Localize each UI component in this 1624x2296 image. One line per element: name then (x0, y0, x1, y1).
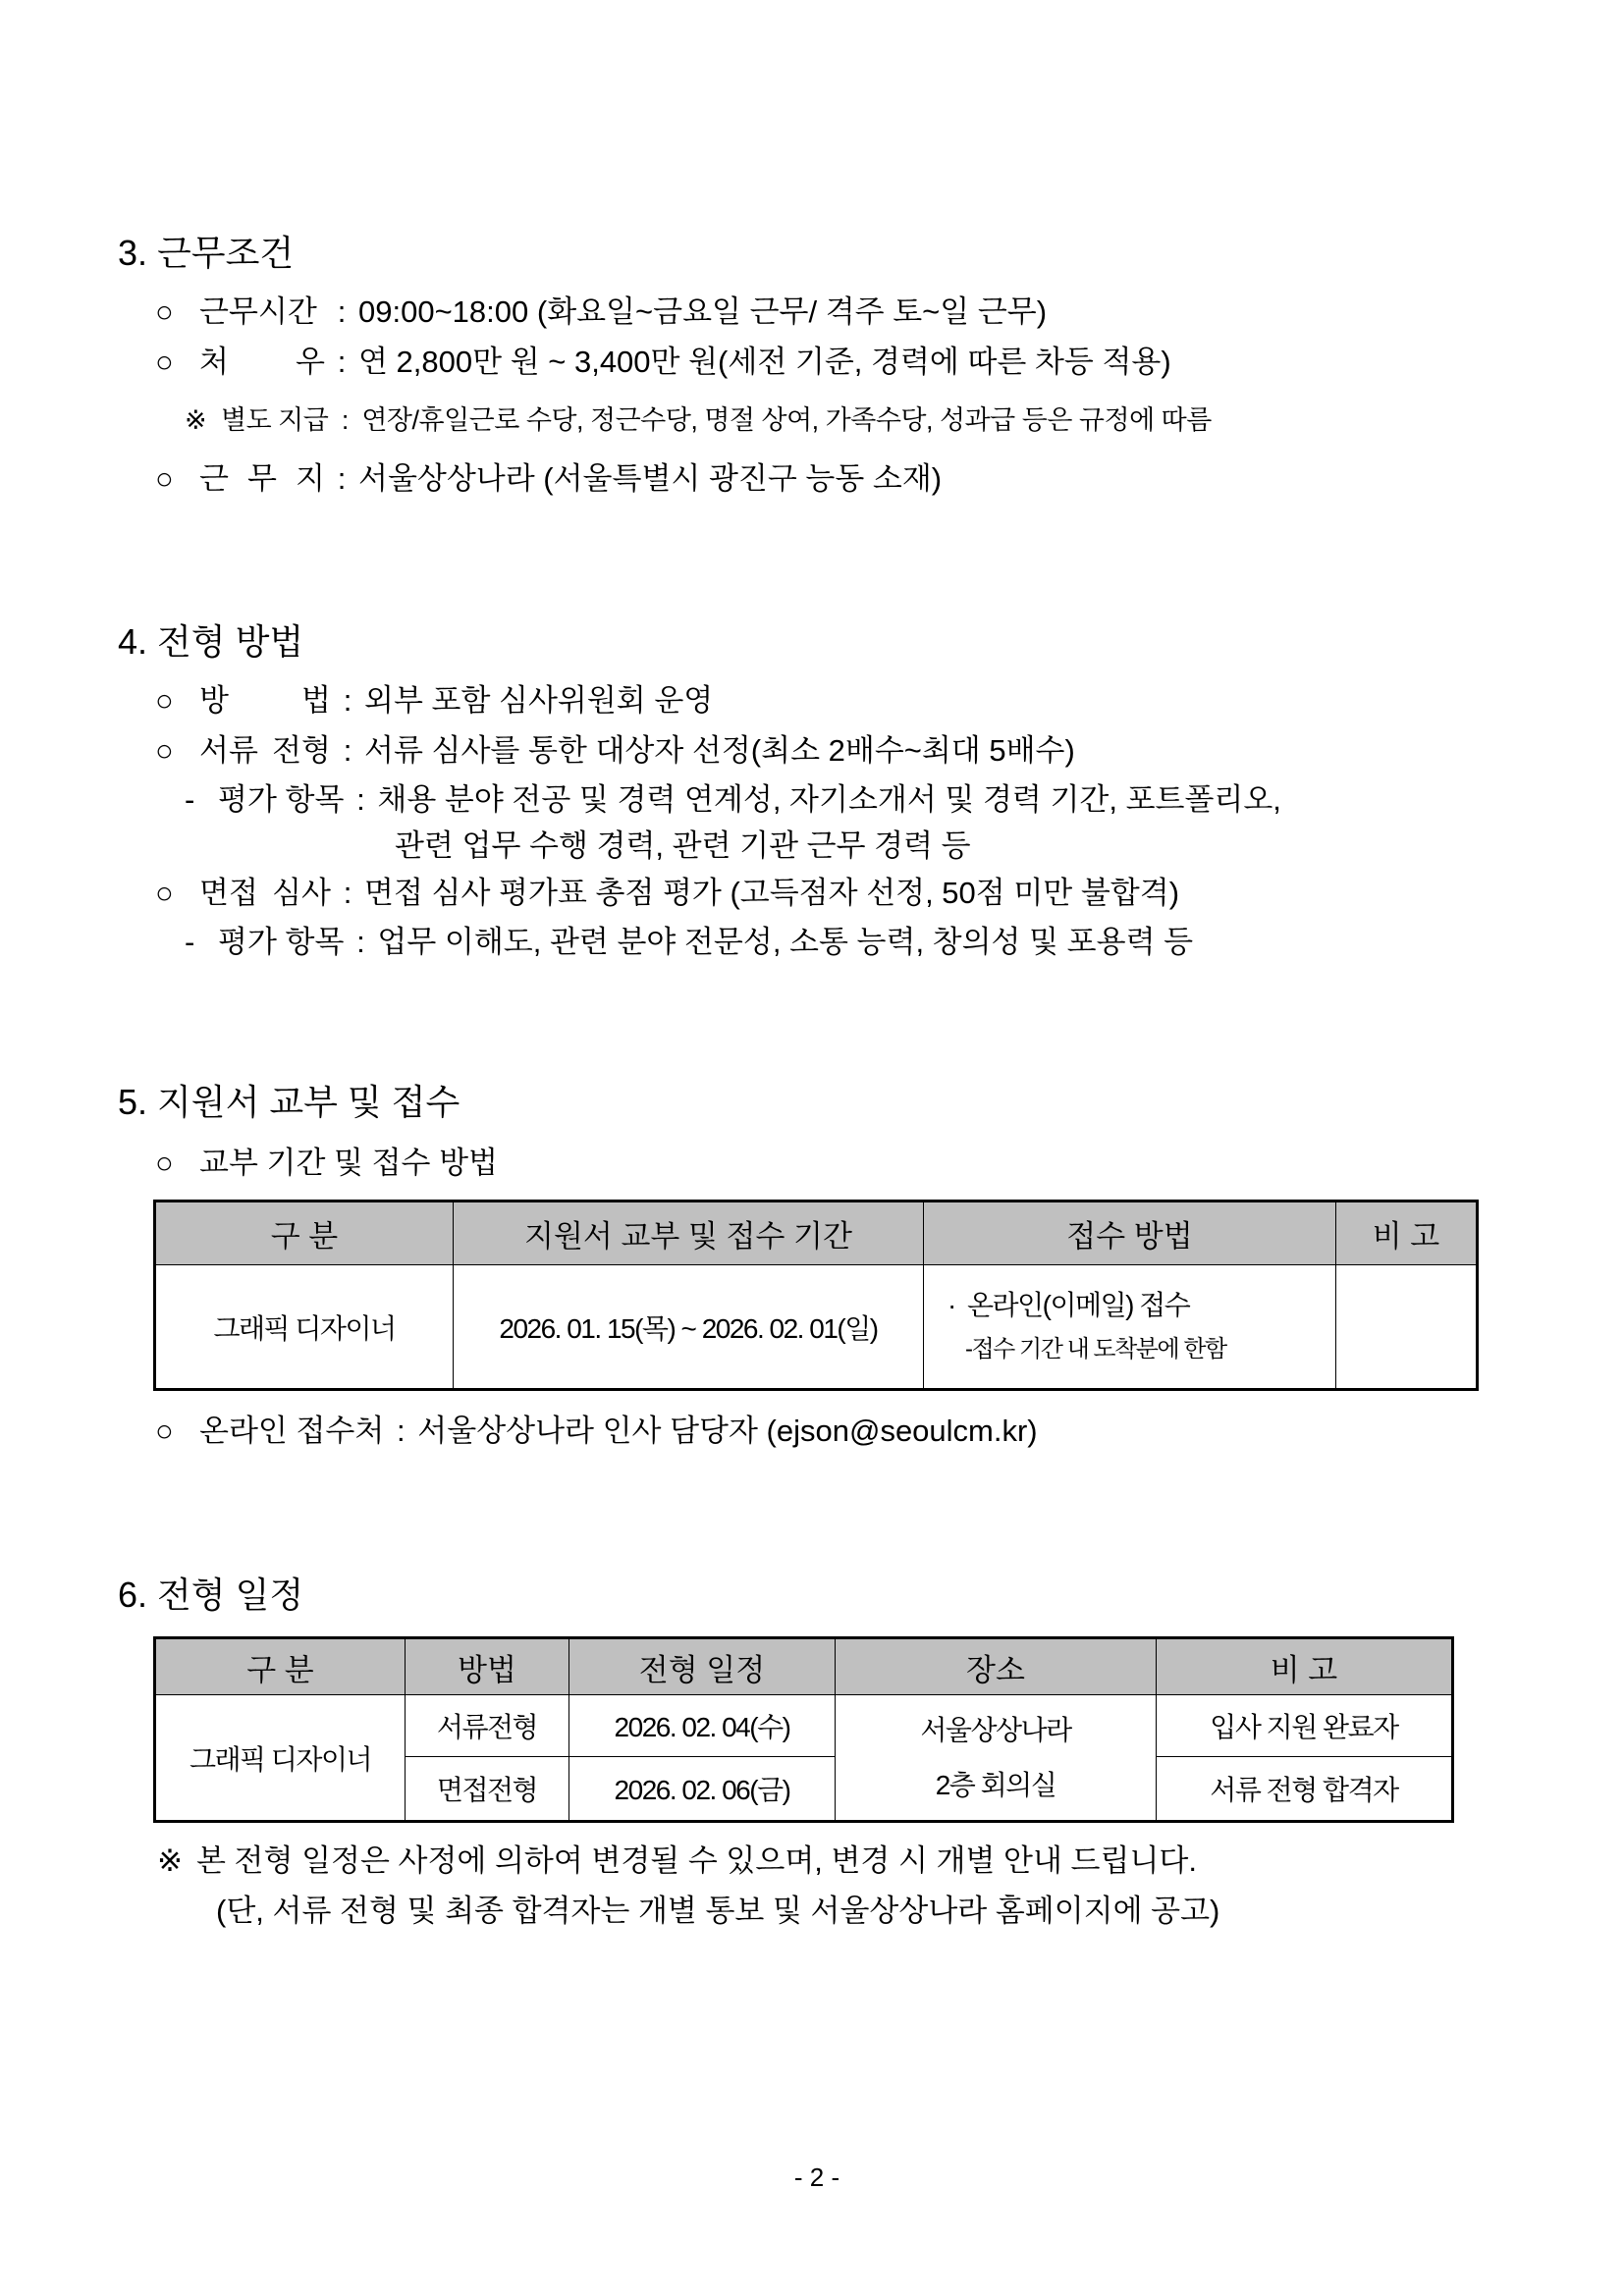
document-screening-label: 서류 전형 (199, 733, 331, 768)
header-category: 구 분 (155, 1638, 406, 1695)
online-contact-line (155, 1412, 1038, 1451)
label-separator: : (343, 683, 352, 718)
section-3-heading: 3. 근무조건 (118, 233, 295, 273)
method-note: -접수 기간 내 도착분에 한함 (965, 1335, 1226, 1362)
label-separator: : (356, 782, 365, 817)
schedule-notice-line-2 (216, 1892, 1219, 1931)
circle-bullet: ○ (155, 876, 174, 910)
circle-bullet: ○ (155, 1414, 174, 1448)
method-label: 방 법 (199, 683, 331, 718)
document-criteria-continuation (395, 827, 971, 866)
label-separator: : (337, 294, 347, 329)
circle-bullet: ○ (155, 683, 174, 718)
header-remarks: 비 고 (1157, 1638, 1453, 1695)
label-separator: : (341, 405, 349, 435)
header-method: 접수 방법 (924, 1201, 1336, 1265)
work-hours-line (155, 293, 1047, 332)
document-screening-line (155, 731, 1075, 771)
label-separator: : (343, 876, 352, 910)
dot-bullet: · (947, 1289, 955, 1320)
cell-stage-remarks: 입사 지원 완료자 (1157, 1695, 1453, 1757)
cell-stage-method: 면접전형 (406, 1757, 569, 1822)
schedule-table (153, 1636, 1454, 1823)
document-criteria-line (185, 780, 1281, 820)
header-location: 장소 (836, 1638, 1157, 1695)
section-6-heading: 6. 전형 일정 (118, 1575, 304, 1615)
extra-pay-label: 별도 지급 (221, 405, 329, 435)
cell-remarks (1336, 1265, 1478, 1390)
schedule-notice-text-2: (단, 서류 전형 및 최종 합격자는 개별 통보 및 서울상상나라 홈페이지에 공고) (216, 1894, 1220, 1928)
location-line-2: 2층 회의실 (935, 1769, 1056, 1800)
header-remarks: 비 고 (1336, 1201, 1478, 1265)
document-criteria-label: 평가 항목 (218, 782, 345, 817)
cell-location (836, 1695, 1157, 1822)
header-date: 전형 일정 (569, 1638, 836, 1695)
circle-bullet: ○ (155, 461, 174, 496)
application-intro-text: 교부 기간 및 접수 방법 (199, 1146, 498, 1180)
interview-line (155, 874, 1179, 913)
dash-bullet: - (185, 782, 195, 817)
workplace-label: 근 무 지 (199, 461, 325, 496)
section-5-heading: 5. 지원서 교부 및 접수 (118, 1082, 460, 1122)
interview-criteria-value: 업무 이해도, 관련 분야 전문성, 소통 능력, 창의성 및 포용력 등 (377, 925, 1194, 959)
label-separator: : (356, 925, 365, 959)
circle-bullet: ○ (155, 1146, 174, 1180)
table-header-row (155, 1638, 1453, 1695)
label-separator: : (337, 345, 347, 379)
workplace-line (155, 459, 942, 499)
cell-method (924, 1265, 1336, 1390)
table-row (155, 1695, 1453, 1757)
header-category: 구 분 (155, 1201, 454, 1265)
document-screening-value: 서류 심사를 통한 대상자 선정(최소 2배수~최대 5배수) (364, 733, 1075, 768)
cell-stage-method: 서류전형 (406, 1695, 569, 1757)
dash-bullet: - (185, 925, 195, 959)
extra-pay-value: 연장/휴일근로 수당, 정근수당, 명절 상여, 가족수당, 성과급 등은 규정에 따름 (361, 405, 1212, 435)
label-separator: : (343, 733, 352, 768)
interview-value: 면접 심사 평가표 총점 평가 (고득점자 선정, 50점 미만 불합격) (364, 876, 1180, 910)
label-separator: : (396, 1414, 406, 1448)
page-number: - 2 - (793, 2163, 840, 2192)
circle-bullet: ○ (155, 733, 174, 768)
header-period: 지원서 교부 및 접수 기간 (454, 1201, 924, 1265)
cell-category: 그래픽 디자이너 (155, 1695, 406, 1822)
cell-category: 그래픽 디자이너 (155, 1265, 454, 1390)
reference-mark: ※ (157, 1843, 183, 1878)
cell-stage-date: 2026. 02. 06(금) (569, 1757, 836, 1822)
salary-value: 연 2,800만 원 ~ 3,400만 원(세전 기준, 경력에 따른 차등 적용) (358, 345, 1171, 379)
method-value: 외부 포함 심사위원회 운영 (364, 683, 714, 718)
circle-bullet: ○ (155, 345, 174, 379)
extra-pay-note (185, 402, 1212, 438)
interview-criteria-line (185, 923, 1193, 962)
document-criteria-value: 채용 분야 전공 및 경력 연계성, 자기소개서 및 경력 기간, 포트폴리오, (377, 782, 1281, 817)
method-text: 온라인(이메일) 접수 (967, 1289, 1190, 1320)
schedule-notice-text-1: 본 전형 일정은 사정에 의하여 변경될 수 있으며, 변경 시 개별 안내 드립니다. (196, 1843, 1197, 1878)
document-criteria-continuation-text: 관련 업무 수행 경력, 관련 기관 근무 경력 등 (395, 828, 971, 863)
schedule-notice-line-1 (157, 1842, 1197, 1881)
online-contact-value: 서울상상나라 인사 담당자 (ejson@seoulcm.kr) (417, 1414, 1038, 1448)
cell-stage-remarks: 서류 전형 합격자 (1157, 1757, 1453, 1822)
location-line-1: 서울상상나라 (920, 1714, 1071, 1745)
work-hours-value: 09:00~18:00 (화요일~금요일 근무/ 격주 토~일 근무) (358, 294, 1048, 329)
salary-label: 처 우 (199, 345, 325, 379)
reference-mark: ※ (185, 405, 207, 435)
method-line (155, 681, 713, 721)
method-main-line (947, 1283, 1335, 1328)
table-row (155, 1265, 1478, 1390)
header-method: 방법 (406, 1638, 569, 1695)
circle-bullet: ○ (155, 294, 174, 329)
label-separator: : (337, 461, 347, 496)
section-4-heading: 4. 전형 방법 (118, 621, 304, 662)
work-hours-label: 근무시간 (199, 294, 317, 329)
interview-label: 면접 심사 (199, 876, 331, 910)
table-header-row (155, 1201, 1478, 1265)
cell-stage-date: 2026. 02. 04(수) (569, 1695, 836, 1757)
workplace-value: 서울상상나라 (서울특별시 광진구 능동 소재) (358, 461, 943, 496)
salary-line (155, 343, 1171, 382)
application-table (153, 1200, 1479, 1391)
cell-period: 2026. 01. 15(목) ~ 2026. 02. 01(일) (454, 1265, 924, 1390)
application-intro-line (155, 1144, 498, 1183)
online-contact-label: 온라인 접수처 (199, 1414, 385, 1448)
interview-criteria-label: 평가 항목 (218, 925, 345, 959)
